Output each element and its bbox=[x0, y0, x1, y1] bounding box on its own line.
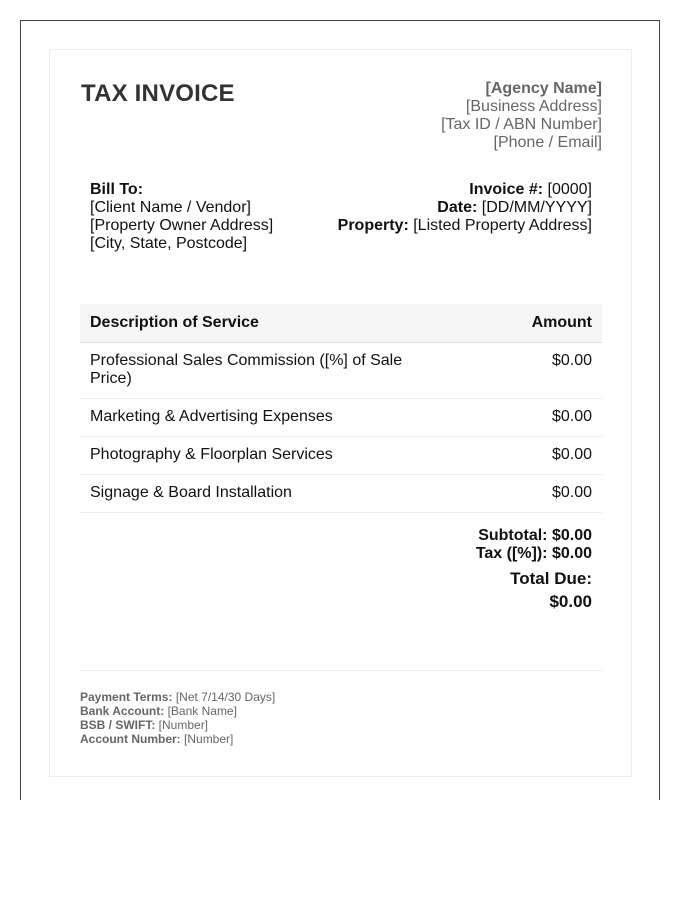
invoice-number-value: [0000] bbox=[547, 181, 592, 198]
row-description: Signage & Board Installation bbox=[80, 475, 440, 513]
invoice-title: TAX INVOICE bbox=[81, 80, 235, 107]
bsb-swift-line bbox=[80, 718, 275, 732]
row-amount: $0.00 bbox=[440, 475, 602, 513]
agency-contact: [Phone / Email] bbox=[493, 134, 602, 151]
bank-account-value: [Bank Name] bbox=[167, 704, 237, 718]
invoice-meta bbox=[338, 181, 592, 235]
total-due-value: $0.00 bbox=[549, 592, 592, 611]
bill-to-city: [City, State, Postcode] bbox=[90, 235, 248, 252]
invoice-date-value: [DD/MM/YYYY] bbox=[481, 199, 592, 216]
property-label: Property: bbox=[337, 217, 409, 234]
footer-divider bbox=[80, 670, 602, 671]
totals-block bbox=[476, 527, 592, 613]
invoice-number-label: Invoice #: bbox=[469, 181, 544, 198]
bsb-swift-value: [Number] bbox=[158, 718, 209, 732]
account-number-value: [Number] bbox=[184, 732, 234, 746]
payment-details bbox=[80, 690, 275, 746]
bsb-swift-label: BSB / SWIFT: bbox=[80, 718, 156, 732]
row-description: Marketing & Advertising Expenses bbox=[80, 399, 440, 437]
services-table bbox=[80, 304, 602, 513]
bill-to-owner-address: [Property Owner Address] bbox=[90, 217, 274, 234]
table-row bbox=[80, 437, 602, 475]
bill-to-block bbox=[90, 181, 273, 253]
agency-name: [Agency Name] bbox=[485, 80, 602, 97]
table-row bbox=[80, 343, 602, 399]
row-amount: $0.00 bbox=[440, 343, 602, 399]
row-description: Professional Sales Commission ([%] of Sale Price) bbox=[80, 343, 440, 399]
payment-terms-label: Payment Terms: bbox=[80, 690, 173, 704]
row-description: Photography & Floorplan Services bbox=[80, 437, 440, 475]
tax-total: Tax ([%]): $0.00 bbox=[475, 545, 592, 562]
row-amount: $0.00 bbox=[440, 437, 602, 475]
header-description: Description of Service bbox=[80, 304, 440, 343]
payment-terms-line bbox=[80, 690, 275, 704]
bank-account-line bbox=[80, 704, 275, 718]
agency-block bbox=[441, 80, 602, 152]
table-row bbox=[80, 475, 602, 513]
invoice-date-label: Date: bbox=[437, 199, 478, 216]
account-number-label: Account Number: bbox=[80, 732, 181, 746]
property-value: [Listed Property Address] bbox=[413, 217, 592, 234]
total-due-label: Total Due: bbox=[510, 569, 592, 588]
total-due bbox=[476, 567, 592, 613]
invoice-number-line bbox=[338, 181, 592, 199]
row-amount: $0.00 bbox=[440, 399, 602, 437]
bank-account-label: Bank Account: bbox=[80, 704, 165, 718]
table-row bbox=[80, 399, 602, 437]
table-header-row bbox=[80, 304, 602, 343]
header-amount: Amount bbox=[440, 304, 602, 343]
property-line bbox=[338, 217, 592, 235]
invoice-date-line bbox=[338, 199, 592, 217]
agency-tax-id: [Tax ID / ABN Number] bbox=[441, 116, 602, 133]
bill-to-label: Bill To: bbox=[90, 181, 144, 198]
bill-to-client: [Client Name / Vendor] bbox=[90, 199, 251, 216]
account-number-line bbox=[80, 732, 275, 746]
payment-terms-value: [Net 7/14/30 Days] bbox=[175, 690, 276, 704]
subtotal: Subtotal: $0.00 bbox=[478, 527, 592, 544]
agency-address: [Business Address] bbox=[465, 98, 602, 115]
